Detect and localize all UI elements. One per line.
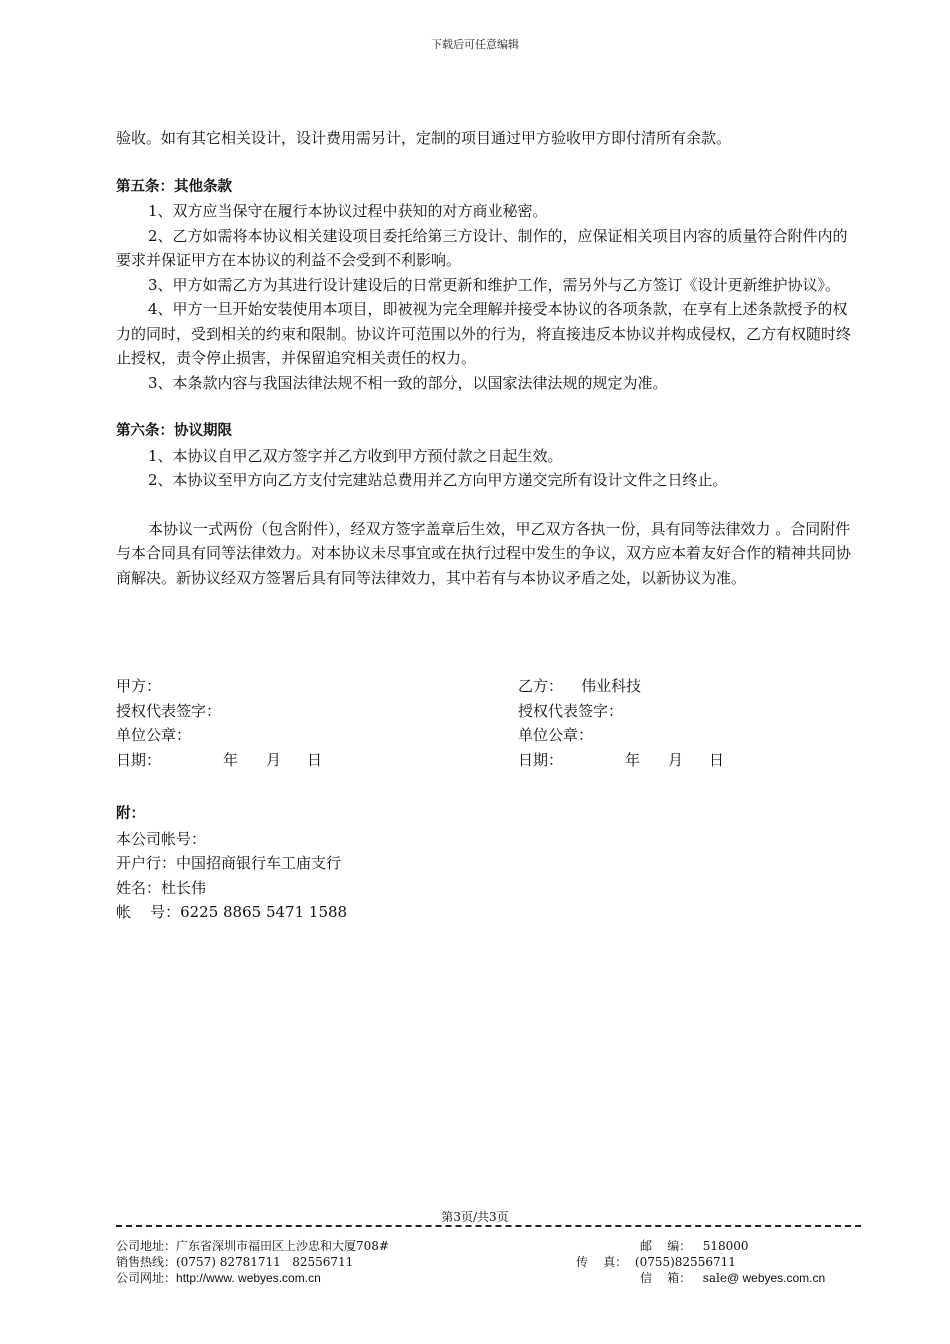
closing-paragraph: 本协议一式两份（包含附件），经双方签字盖章后生效，甲乙双方各执一份，具有同等法律效力 。合同附件与本合同具有同等法律效力。对本协议未尽事宜或在执行过程中发生的争议，双方应本着友好合作的精神共同协商解决。新协议经双方签署后具有同等法律效力，其中若有与本协议矛盾之处，以新协议为准。 [116,519,852,587]
section5-item: 3、本条款内容与我国法律法规不相一致的部分，以国家法律法规的规定为准。 [148,373,668,392]
party-a-year: 年 [223,750,239,769]
section6-item: 2、本协议至甲方向乙方支付完建站总费用并乙方向甲方递交完所有设计文件之日终止。 [148,471,728,489]
party-a-block [116,674,322,772]
section5-item: 2、乙方如需将本协议相关建设项目委托给第三方设计、制作的，应保证相关项目内容的质量符合附件内的要求并保证甲方在本协议的利益不会受到不利影响。 [116,226,848,269]
page-footer [116,1238,861,1286]
section5-item: 1、双方应当保守在履行本协议过程中获知的对方商业秘密。 [148,202,548,220]
footer-address: 公司地址：广东省深圳市福田区上沙忠和大厦708# [116,1239,389,1253]
party-b-label-row [518,674,724,699]
footer-website-link[interactable]: http://www. webyes.com.cn [176,1271,321,1285]
section6-item: 1、本协议自甲乙双方签字并乙方收到甲方预付款之日起生效。 [148,446,563,465]
party-b-label: 乙方： [518,677,564,695]
attachment-title: 附： [116,806,145,822]
party-a-date-label: 日期： [116,750,162,769]
page-number: 第3页/共3页 [441,1210,509,1224]
party-b-block [518,674,724,772]
section6-title: 第六条：协议期限 [116,423,232,439]
party-a-seal: 单位公章： [116,726,192,744]
party-b-date-label: 日期： [518,750,564,769]
attachment-line: 帐 号：6225 8865 5471 1588 [116,903,348,921]
footer-hotline: 销售热线：(0757) 82781711 82556711 [116,1255,354,1269]
section5-item: 4、甲方一旦开始安装使用本项目，即被视为完全理解并接受本协议的各项条款，在享有上述条款授予的权力的同时，受到相关的约束和限制。协议许可范围以外的行为，将直接违反本协议并构成侵权，乙方有权随时终止授权，责令停止损害，并保留追究相关责任的权力。 [116,300,852,367]
page-header: 下载后可任意编辑 [431,38,519,51]
party-b-name: 伟业科技 [581,677,642,695]
party-a-day: 日 [307,750,323,769]
footer-email-label: 信 箱： sale [640,1271,727,1285]
party-b-month: 月 [668,750,684,769]
party-b-sign: 授权代表签字： [518,701,624,720]
footer-fax: 传 真： (0755)82556711 [576,1255,736,1269]
section5-title: 第五条：其他条款 [116,178,232,195]
party-b-seal: 单位公章： [518,726,594,744]
party-b-day: 日 [709,750,725,769]
party-b-year: 年 [625,750,641,769]
attachment-block [116,802,347,925]
document-body [116,126,861,590]
party-a-sign: 授权代表签字： [116,701,222,720]
footer-divider [116,1225,861,1227]
intro-paragraph: 验收。如有其它相关设计，设计费用需另计，定制的项目通过甲方验收甲方即付清所有余款。 [116,129,732,147]
footer-website-label: 公司网址： [116,1271,177,1285]
footer-postcode: 邮 编： 518000 [640,1239,749,1253]
attachment-line: 开户行：中国招商银行车工庙支行 [116,854,342,872]
attachment-line: 姓名：杜长伟 [116,878,207,897]
party-a-label: 甲方： [116,677,162,695]
footer-email-link[interactable]: @ webyes.com.cn [726,1271,826,1285]
attachment-line: 本公司帐号： [116,829,207,848]
party-a-month: 月 [266,750,282,769]
section5-item: 3、甲方如需乙方为其进行设计建设后的日常更新和维护工作，需另外与乙方签订《设计更新维护协议》。 [148,275,841,294]
party-a-date-row [116,748,322,773]
party-b-date-row [518,748,724,773]
